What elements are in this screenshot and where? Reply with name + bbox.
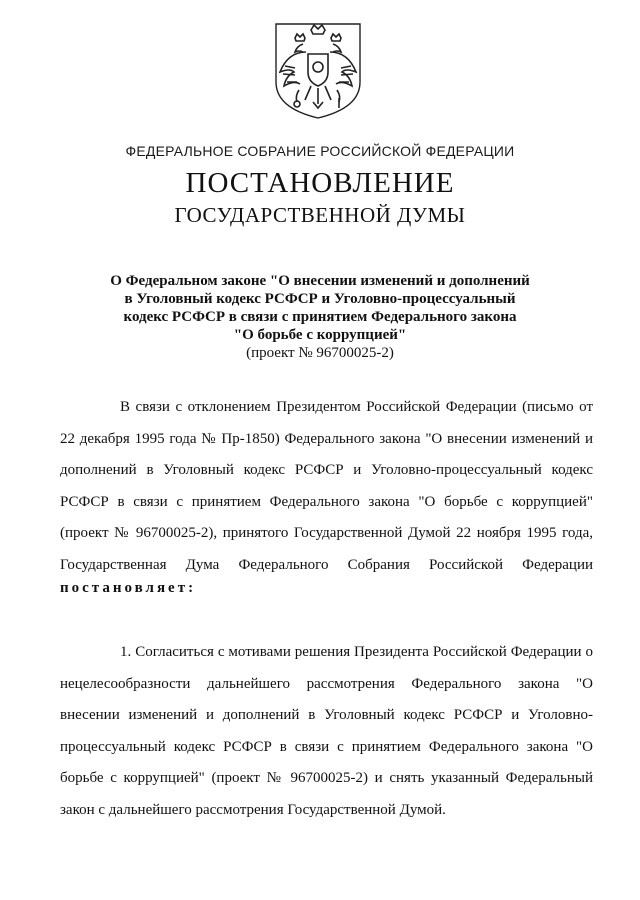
organization-name: ФЕДЕРАЛЬНОЕ СОБРАНИЕ РОССИЙСКОЙ ФЕДЕРАЦИИ	[125, 143, 515, 159]
document-subtitle: ГОСУДАРСТВЕННОЙ ДУМЫ	[174, 203, 466, 227]
text-line: закон с дальнейшего рассмотрения Государственной Думой.	[60, 801, 446, 818]
text-line: 22 декабря 1995 года № Пр-1850) Федерального закона "О внесении изменений и	[60, 430, 593, 447]
text-line: внесении изменений и дополнений в Уголовный кодекс РСФСР и Уголовно-	[60, 707, 593, 723]
decree-word: постановляет:	[60, 580, 197, 596]
subject-line: кодекс РСФСР в связи с принятием Федерального закона	[123, 309, 517, 325]
clause-1-paragraph	[60, 637, 593, 826]
document-title: ПОСТАНОВЛЕНИЕ	[185, 167, 455, 199]
text-line: дополнений в Уголовный кодекс РСФСР и Уголовно-процессуальный кодекс	[60, 462, 593, 478]
state-emblem	[273, 22, 363, 120]
text-line: РСФСР в связи с принятием Федерального закона "О борьбе с коррупцией"	[60, 493, 593, 510]
document-subject	[0, 272, 640, 362]
preamble-paragraph	[60, 392, 593, 581]
double-headed-eagle-icon	[273, 22, 363, 120]
text-line: В связи с отклонением Президентом Российской Федерации (письмо от	[120, 399, 593, 415]
subject-line: О Федеральном законе "О внесении изменений и дополнений	[110, 273, 530, 289]
text-line: нецелесообразности дальнейшего рассмотрения Федерального закона "О	[60, 675, 593, 692]
project-number: (проект № 96700025-2)	[246, 345, 394, 361]
text-line: (проект № 96700025-2), принятого Государственной Думой 22 ноября 1995 года,	[60, 525, 593, 541]
text-line: 1. Согласиться с мотивами решения Президента Российской Федерации о	[120, 644, 593, 660]
subject-line: "О борьбе с коррупцией"	[233, 327, 407, 343]
subject-line: в Уголовный кодекс РСФСР и Уголовно-процессуальный	[124, 291, 516, 307]
text-line: борьбе с коррупцией" (проект № 96700025-2) и снять указанный Федеральный	[60, 770, 593, 786]
text-line: процессуальный кодекс РСФСР в связи с принятием Федерального закона "О	[60, 738, 593, 755]
text-line: Государственная Дума Федерального Собрания Российской Федерации	[60, 556, 593, 573]
